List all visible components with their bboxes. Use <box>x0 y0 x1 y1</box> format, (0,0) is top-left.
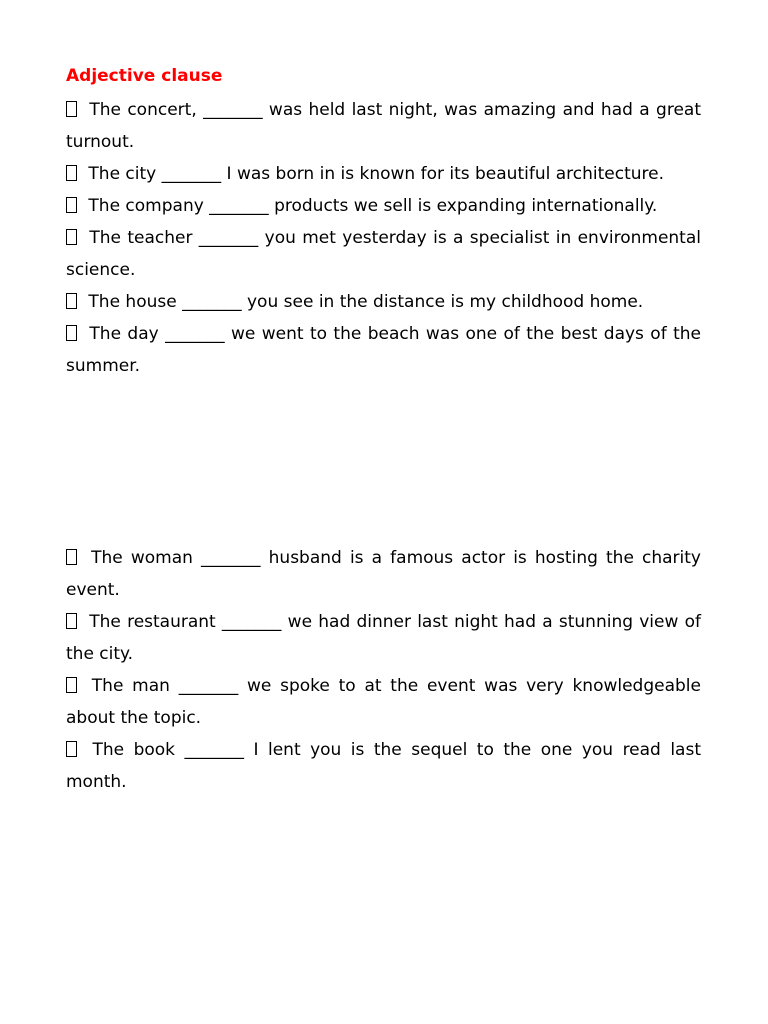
square-box-icon <box>66 677 77 693</box>
square-box-icon <box>66 325 77 341</box>
exercise-list-1 <box>66 94 701 382</box>
exercise-item <box>66 542 701 606</box>
exercise-text: The house _______ you see in the distance is my childhood home. <box>88 292 644 312</box>
blank-space <box>66 382 701 542</box>
square-box-icon <box>66 741 77 757</box>
exercise-list-2 <box>66 542 701 798</box>
square-box-icon <box>66 293 77 309</box>
square-box-icon <box>66 613 77 629</box>
exercise-item <box>66 318 701 382</box>
exercise-text: The company _______ products we sell is expanding internationally. <box>88 196 658 216</box>
exercise-item <box>66 286 701 318</box>
square-box-icon <box>66 165 77 181</box>
exercise-item <box>66 606 701 670</box>
worksheet-title: Adjective clause <box>66 66 223 86</box>
exercise-item <box>66 190 701 222</box>
exercise-text: The restaurant _______ we had dinner last night had a stunning view of the city. <box>66 612 701 664</box>
exercise-text: The book _______ I lent you is the sequel to the one you read last month. <box>66 740 701 792</box>
exercise-item <box>66 734 701 798</box>
exercise-text: The teacher _______ you met yesterday is a specialist in environmental science. <box>66 228 701 280</box>
exercise-item <box>66 158 701 190</box>
exercise-text: The day _______ we went to the beach was one of the best days of the summer. <box>66 324 701 376</box>
exercise-text: The man _______ we spoke to at the event was very knowledgeable about the topic. <box>66 676 701 728</box>
exercise-item <box>66 670 701 734</box>
exercise-text: The concert, _______ was held last night, was amazing and had a great turnout. <box>66 100 701 152</box>
exercise-item <box>66 94 701 158</box>
square-box-icon <box>66 549 77 565</box>
square-box-icon <box>66 101 77 117</box>
exercise-text: The city _______ I was born in is known for its beautiful architecture. <box>88 164 664 184</box>
square-box-icon <box>66 197 77 213</box>
exercise-item <box>66 222 701 286</box>
exercise-text: The woman _______ husband is a famous actor is hosting the charity event. <box>66 548 701 600</box>
worksheet-page <box>66 62 701 798</box>
square-box-icon <box>66 229 77 245</box>
